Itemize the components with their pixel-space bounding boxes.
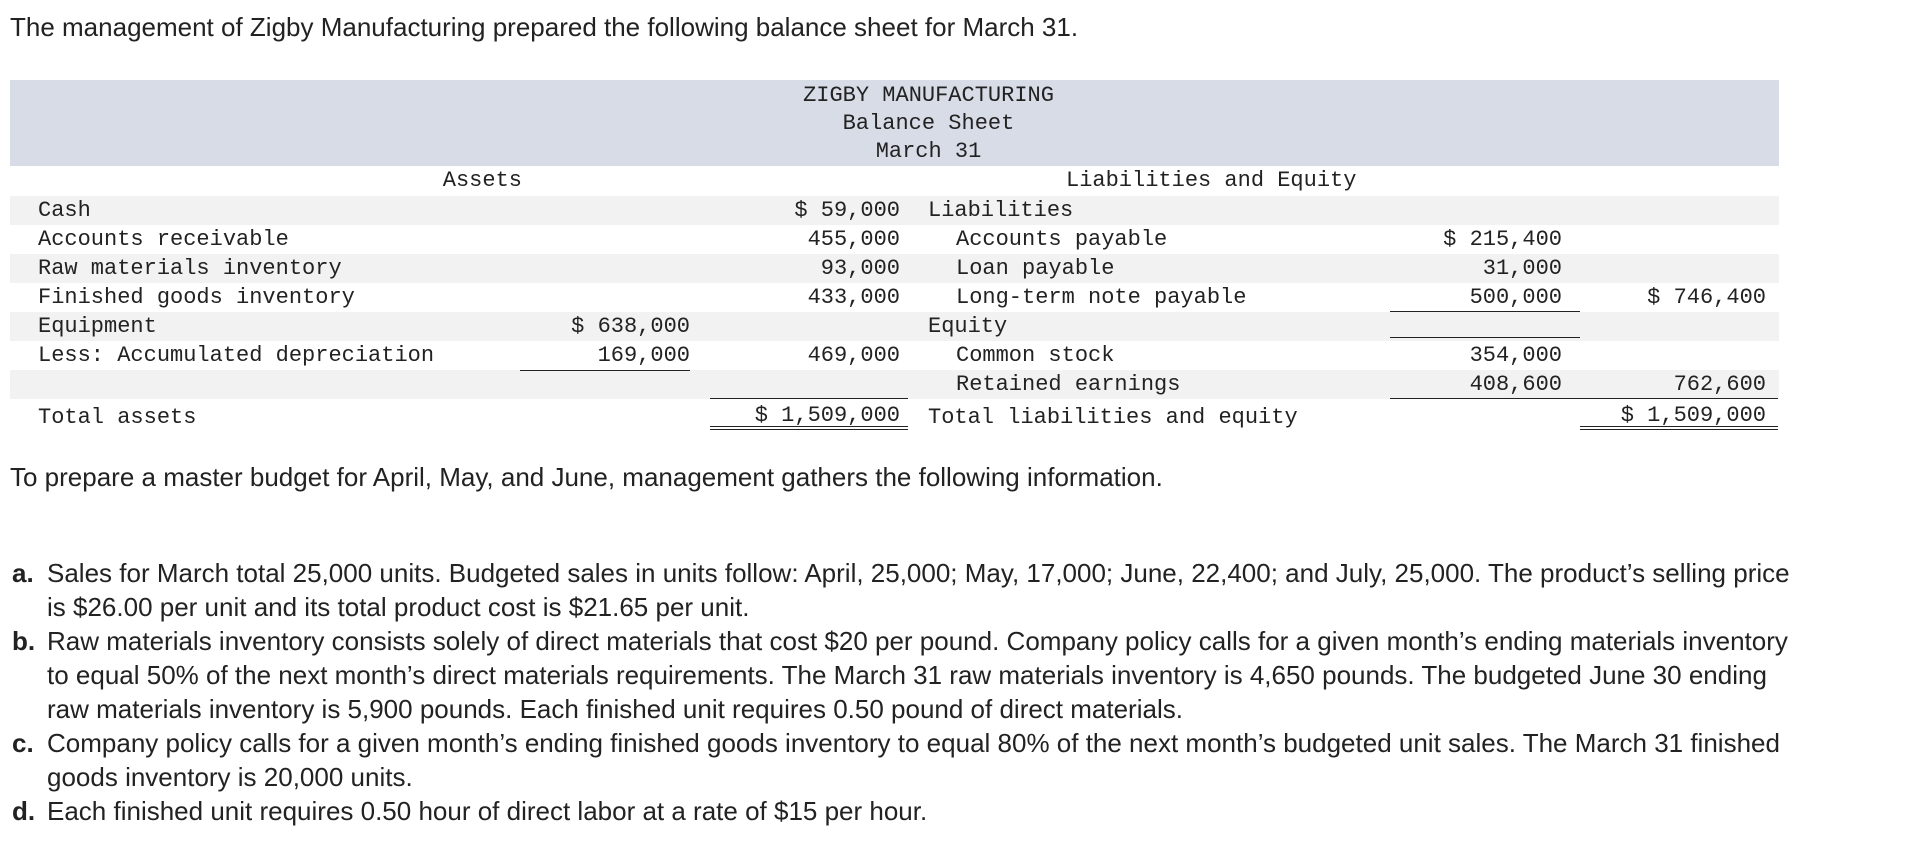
intro-text: The management of Zigby Manufacturing prepared the following balance sheet for March 31. — [10, 12, 1079, 42]
company-name: ZIGBY MANUFACTURING — [803, 83, 1054, 108]
asset-label: Cash — [38, 198, 91, 223]
total-equity-amount: 762,600 — [1580, 370, 1778, 399]
asset-label: Finished goods inventory — [38, 285, 355, 310]
accumulated-depreciation-amount: 169,000 — [520, 341, 690, 371]
total-assets-rule — [710, 398, 908, 399]
total-liabilities-equity-amount: $ 1,509,000 — [1580, 401, 1778, 430]
asset-label: Less: Accumulated depreciation — [38, 343, 435, 368]
liability-label: Accounts payable — [956, 227, 1168, 252]
asset-amount: $ 59,000 — [794, 198, 900, 223]
statement-title: Balance Sheet — [842, 111, 1015, 136]
item-label: a. — [12, 558, 34, 588]
item-text: Company policy calls for a given month’s ending finished goods inventory to equal 80% of the next month’s budgeted unit sales. The March 31 finished goods inventory is 20,000 units. — [47, 728, 1780, 792]
list-item — [12, 726, 1802, 794]
list-item — [12, 556, 1802, 624]
equipment-amount: $ 638,000 — [571, 314, 690, 339]
equity-amount: 408,600 — [1390, 370, 1580, 399]
equity-label: Common stock — [956, 343, 1115, 368]
liability-amount: 31,000 — [1482, 256, 1562, 281]
equity-top-rule — [1390, 337, 1580, 338]
asset-label: Accounts receivable — [38, 227, 289, 252]
item-label: c. — [12, 728, 34, 758]
budget-intro-text: To prepare a master budget for April, May, and June, management gathers the following information. — [10, 462, 1163, 492]
total-liabilities-equity-label: Total liabilities and equity — [928, 405, 1298, 430]
statement-date: March 31 — [875, 139, 982, 164]
asset-amount: 93,000 — [820, 256, 900, 281]
liability-amount: $ 215,400 — [1443, 227, 1562, 252]
liability-label: Loan payable — [956, 256, 1115, 281]
liability-amount: 500,000 — [1390, 283, 1580, 312]
item-label: b. — [12, 626, 36, 656]
information-list — [12, 556, 1802, 828]
list-item — [12, 624, 1802, 726]
item-label: d. — [12, 796, 36, 826]
asset-label: Raw materials inventory — [38, 256, 342, 281]
asset-amount: 455,000 — [807, 227, 900, 252]
asset-amount: 469,000 — [807, 343, 900, 368]
list-item — [12, 794, 1802, 828]
item-text: Each finished unit requires 0.50 hour of direct labor at a rate of $15 per hour. — [47, 796, 928, 826]
item-text: Sales for March total 25,000 units. Budgeted sales in units follow: April, 25,000; May, 17,000; June, 22,400; and July, 25,000. The product’s selling price is $26.00 per unit and its total product cost is $21.65 per unit. — [47, 558, 1790, 622]
total-liabilities-amount: $ 746,400 — [1647, 285, 1766, 310]
equity-amount: 354,000 — [1469, 343, 1562, 368]
total-assets-label: Total assets — [38, 405, 197, 430]
item-text: Raw materials inventory consists solely of direct materials that cost $20 per pound. Company policy calls for a given month’s ending materials inventory to equal 50% of the next month’s direct materials requirements. The March 31 raw materials inventory is 4,650 pounds. The budgeted June 30 ending raw materials inventory is 5,900 pounds. Each finished unit requires 0.50 pound of direct materials. — [47, 626, 1788, 724]
equity-label: Retained earnings — [956, 372, 1181, 397]
asset-label: Equipment — [38, 314, 157, 339]
equity-heading: Equity — [928, 314, 1008, 339]
total-assets-amount: $ 1,509,000 — [710, 401, 908, 430]
liabilities-heading: Liabilities — [928, 198, 1074, 223]
assets-heading: Assets — [442, 168, 522, 193]
asset-amount: 433,000 — [807, 285, 900, 310]
liabilities-equity-heading: Liabilities and Equity — [1066, 168, 1357, 193]
liability-label: Long-term note payable — [956, 285, 1247, 310]
